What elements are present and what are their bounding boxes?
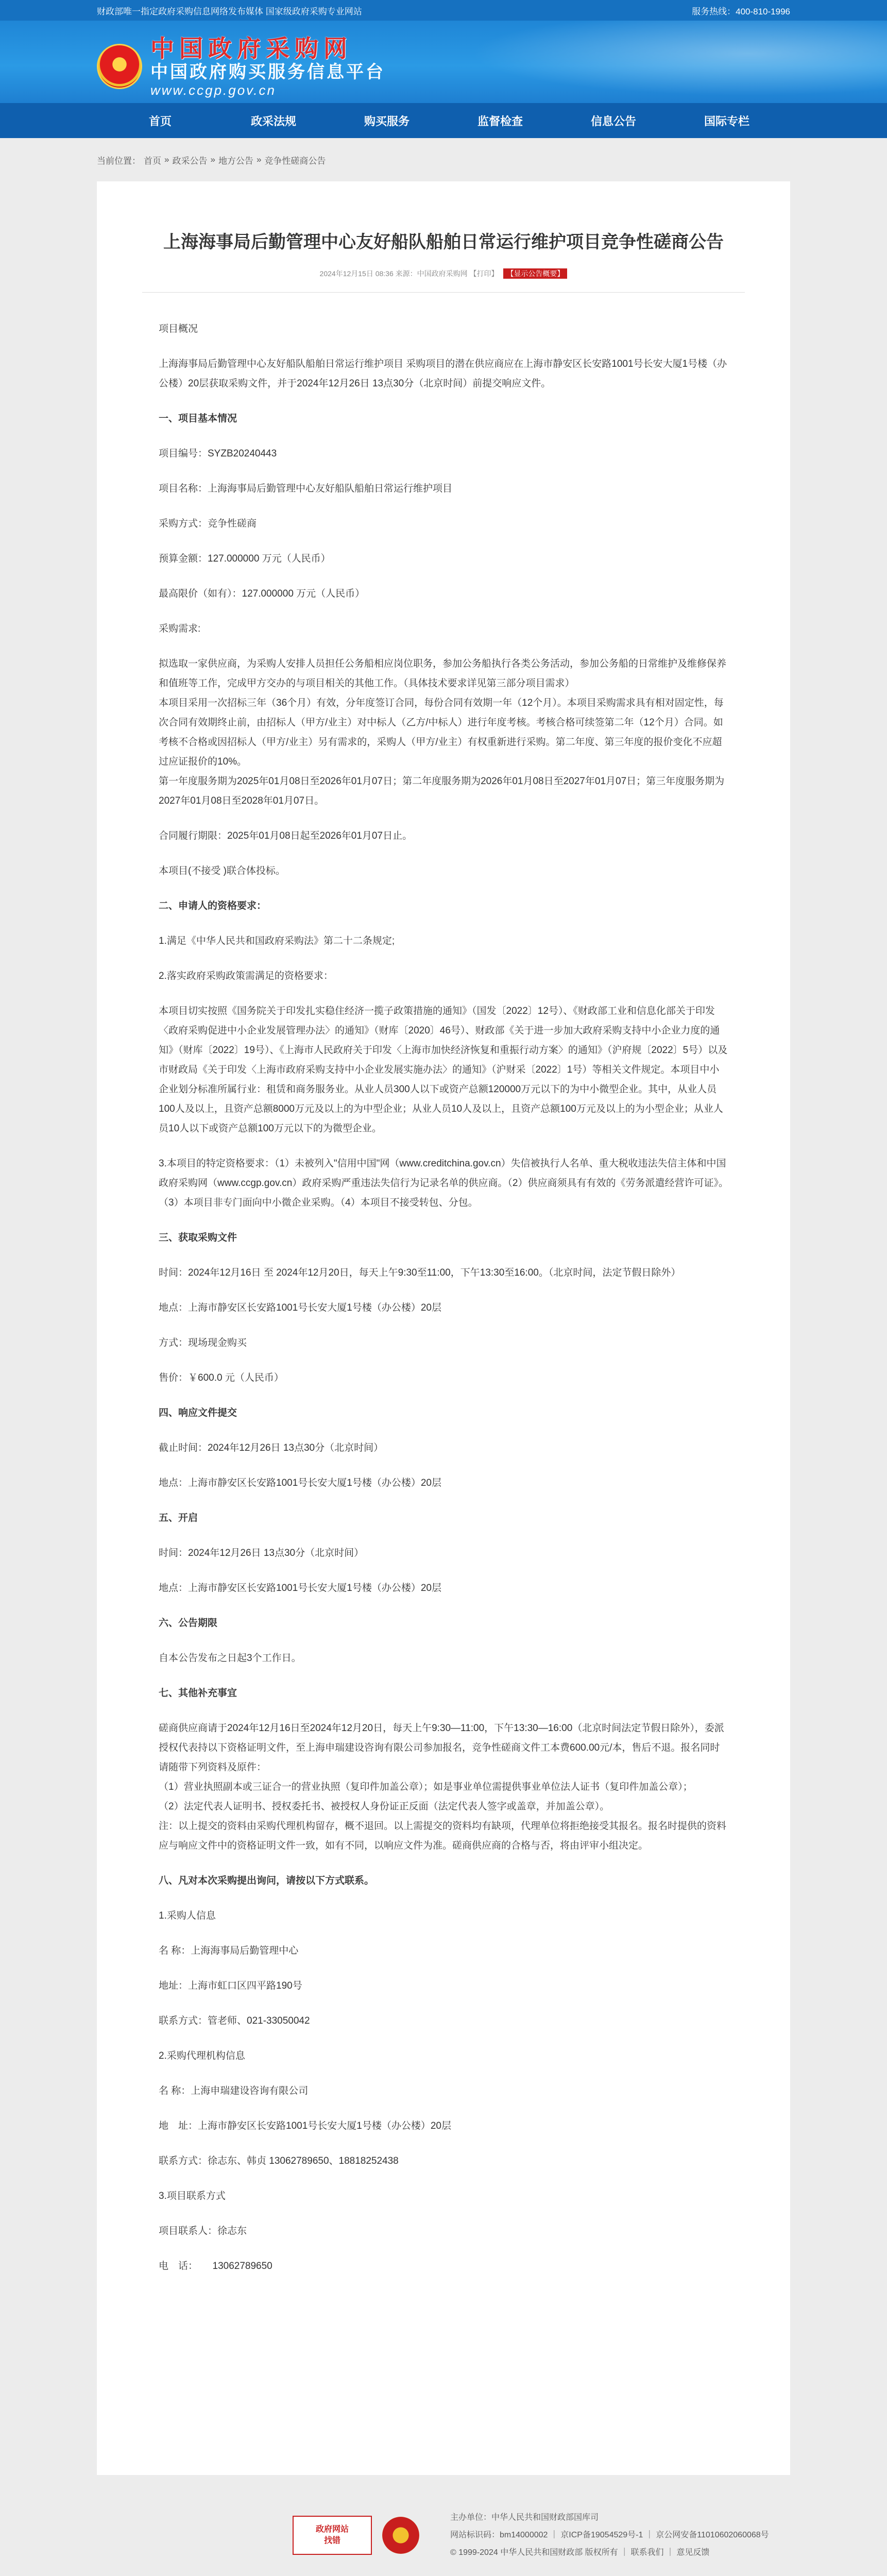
footer-host: 主办单位：中华人民共和国财政部国库司 bbox=[450, 2513, 599, 2522]
paragraph: 项目概况 bbox=[159, 324, 198, 334]
paragraph: 采购方式：竞争性磋商 bbox=[159, 518, 257, 529]
logo-title: 中国政府采购网 bbox=[150, 35, 352, 62]
paragraph: 联系方式：管老师、021-33050042 bbox=[159, 2015, 310, 2026]
nav-international[interactable]: 国际专栏 bbox=[704, 114, 749, 128]
site-header bbox=[0, 21, 887, 103]
paragraph: 项目联系人：徐志东 bbox=[159, 2226, 247, 2236]
show-summary-button[interactable]: 【显示公告概要】 bbox=[503, 268, 567, 279]
paragraph: 地点：上海市静安区长安路1001号长安大厦1号楼（办公楼）20层 bbox=[159, 1302, 441, 1313]
paragraph: 地点：上海市静安区长安路1001号长安大厦1号楼（办公楼）20层 bbox=[159, 1478, 441, 1488]
header-decoration bbox=[423, 21, 887, 103]
paragraph: 地址：上海市虹口区四平路190号 bbox=[159, 1980, 302, 1991]
paragraph: 2.落实政府采购政策需满足的资格要求： bbox=[159, 971, 333, 981]
section-heading: 八、凡对本次采购提出询问，请按以下方式联系。 bbox=[159, 1875, 374, 1886]
paragraph: 第一年度服务期为2025年01月08日至2026年01月07日；第二年度服务期为2026年01月08日至2027年01月07日；第三年度服务期为2027年01月08日至2028年01月07日。 bbox=[159, 776, 725, 806]
section-heading: 三、获取采购文件 bbox=[159, 1232, 237, 1243]
section-heading: 五、开启 bbox=[159, 1513, 198, 1523]
main-nav bbox=[0, 103, 887, 138]
top-strip-slogan: 财政部唯一指定政府采购信息网络发布媒体 国家级政府采购专业网站 bbox=[97, 6, 362, 16]
gov-site-error-report-badge[interactable] bbox=[293, 2516, 372, 2555]
paragraph: 项目编号：SYZB20240443 bbox=[159, 448, 277, 459]
paragraph: 联系方式：徐志东、韩贞 13062789650、18818252438 bbox=[159, 2156, 399, 2166]
paragraph: 合同履行期限：2025年01月08日起至2026年01月07日止。 bbox=[159, 831, 413, 841]
page-title: 上海海事局后勤管理中心友好船队船舶日常运行维护项目竞争性磋商公告 bbox=[163, 232, 724, 252]
paragraph: 名 称：上海申瑞建设咨询有限公司 bbox=[159, 2086, 309, 2096]
footer-ids: 网站标识码：bm14000002 ｜ 京ICP备19054529号-1 ｜ 京公网安备11010602060068号 bbox=[450, 2531, 769, 2539]
breadcrumb bbox=[97, 138, 790, 181]
publish-info: 2024年12月15日 08:36 来源：中国政府采购网 【打印】 bbox=[319, 269, 499, 278]
document-panel bbox=[97, 181, 790, 2576]
site-logo[interactable] bbox=[97, 35, 385, 98]
logo-subtitle: 中国政府购买服务信息平台 bbox=[150, 62, 385, 82]
badge-line-2: 找错 bbox=[323, 2536, 340, 2545]
breadcrumb-local-notices[interactable]: 地方公告 bbox=[218, 156, 253, 166]
paragraph: 磋商供应商请于2024年12月16日至2024年12月20日，每天上午9:30—11:00，下午13:30—16:00（北京时间法定节假日除外），委派授权代表持以下资格证明文件，至上海申瑞建设咨询有限公司参加报名，竞争性磋商文件工本费600.00元/本，售后不退。报名同时请随带下列资料及原件： bbox=[159, 1723, 724, 1773]
paragraph: 名 称：上海海事局后勤管理中心 bbox=[159, 1945, 299, 1956]
paragraph: 拟选取一家供应商，为采购人安排人员担任公务船相应岗位职务，参加公务船执行各类公务活动，参加公务船的日常维护及维修保养和值班等工作，完成甲方交办的与项目相关的其他工作。（具体技术要求详见第三部分项目需求） bbox=[159, 658, 727, 689]
nav-supervision[interactable]: 监督检查 bbox=[477, 114, 523, 128]
nav-announcements[interactable]: 信息公告 bbox=[590, 114, 636, 128]
footer-copyright: © 1999-2024 中华人民共和国财政部 版权所有 ｜ 联系我们 ｜ 意见反馈 bbox=[450, 2548, 710, 2557]
police-emblem-icon[interactable] bbox=[382, 2517, 419, 2554]
paragraph: 本项目切实按照《国务院关于印发扎实稳住经济一揽子政策措施的通知》（国发〔2022〕12号）、《财政部工业和信息化部关于印发〈政府采购促进中小企业发展管理办法〉的通知》（财库〔2020〕46号）、财政部《关于进一步加大政府采购支持中小企业力度的通知》（财库〔2022〕19号）、《上海市人民政府关于印发〈上海市加快经济恢复和重振行动方案〉的通知》（沪府规〔2022〕5号）以及市财政局《关于印发〈上海市政府采购支持中小企业发展实施办法〉的通知》（沪财采〔2022〕1号）等相关文件规定。本项目中小企业划分标准所属行业：租赁和商务服务业。从业人员300人以下或资产总额120000万元以下的为中小微型企业。其中，从业人员100人及以上，且资产总额8000万元及以上的为中型企业；从业人员10人及以上，且资产总额100万元及以上的为小型企业；从业人员10人以下或资产总额100万元以下的为微型企业。 bbox=[159, 1006, 728, 1134]
paragraph: 1.满足《中华人民共和国政府采购法》第二十二条规定; bbox=[159, 936, 395, 946]
paragraph: 注：以上提交的资料由采购代理机构留存，概不退回。以上需提交的资料均有缺项，代理单位将拒绝接受其报名。报名时提供的资料应与响应文件中的资格证明文件一致，如有不同，以响应文件为准。磋商供应商的合格与否，将由评审小组决定。 bbox=[159, 1821, 727, 1851]
paragraph: 地点：上海市静安区长安路1001号长安大厦1号楼（办公楼）20层 bbox=[159, 1583, 441, 1594]
paragraph: 3.本项目的特定资格要求：（1）未被列入"信用中国"网（www.creditchina.gov.cn）失信被执行人名单、重大税收违法失信主体和中国政府采购网（www.ccgp.gov.cn）政府采购严重违法失信行为记录名单的供应商。（2）供应商须具有有效的《劳务派遣经营许可证》。（3）本项目非专门面向中小微企业采购。（4）本项目不接受转包、分包。 bbox=[159, 1158, 728, 1208]
document-meta bbox=[142, 268, 745, 293]
logo-url: www.ccgp.gov.cn bbox=[150, 82, 276, 98]
breadcrumb-current[interactable]: 竞争性磋商公告 bbox=[264, 156, 326, 166]
paragraph: 上海海事局后勤管理中心友好船队船舶日常运行维护项目 采购项目的潜在供应商应在上海市静安区长安路1001号长安大厦1号楼（办公楼）20层获取采购文件，并于2024年12月26日 13点30分（北京时间）前提交响应文件。 bbox=[159, 359, 727, 389]
paragraph: 自本公告发布之日起3个工作日。 bbox=[159, 1653, 301, 1664]
badge-line-1: 政府网站 bbox=[315, 2525, 349, 2534]
paragraph: 时间：2024年12月16日 至 2024年12月20日，每天上午9:30至11:00，下午13:30至16:00。（北京时间，法定节假日除外） bbox=[159, 1267, 681, 1278]
nav-purchase-services[interactable]: 购买服务 bbox=[364, 114, 410, 128]
paragraph: 本项目(不接受 )联合体投标。 bbox=[159, 866, 285, 876]
section-heading: 七、其他补充事宜 bbox=[159, 1688, 237, 1699]
paragraph: 电 话： 13062789650 bbox=[159, 2261, 272, 2272]
paragraph: （1）营业执照副本或三证合一的营业执照（复印件加盖公章）；如是事业单位需提供事业单位法人证书（复印件加盖公章）； bbox=[159, 1782, 693, 1792]
breadcrumb-home[interactable]: 首页 bbox=[144, 156, 161, 166]
nav-regulations[interactable]: 政采法规 bbox=[250, 114, 296, 128]
paragraph: 售价：￥600.0 元（人民币） bbox=[159, 1372, 284, 1383]
paragraph: 方式：现场现金购买 bbox=[159, 1337, 247, 1348]
paragraph: 1.采购人信息 bbox=[159, 1910, 216, 1921]
section-heading: 一、项目基本情况 bbox=[159, 413, 237, 424]
breadcrumb-separator: » bbox=[210, 155, 215, 164]
breadcrumb-label: 当前位置： bbox=[97, 156, 141, 166]
paragraph: 截止时间：2024年12月26日 13点30分（北京时间） bbox=[159, 1443, 384, 1453]
nav-home[interactable]: 首页 bbox=[148, 114, 172, 128]
paragraph: 预算金额：127.000000 万元（人民币） bbox=[159, 553, 331, 564]
paragraph: （2）法定代表人证明书、授权委托书、被授权人身份证正反面（法定代表人签字或盖章，并加盖公章）。 bbox=[159, 1801, 610, 1812]
top-strip bbox=[0, 0, 887, 21]
section-heading: 六、公告期限 bbox=[159, 1618, 218, 1629]
paragraph: 采购需求: bbox=[159, 623, 201, 634]
site-footer bbox=[97, 2475, 790, 2576]
paragraph: 时间：2024年12月26日 13点30分（北京时间） bbox=[159, 1548, 364, 1558]
breadcrumb-separator: » bbox=[256, 155, 262, 164]
breadcrumb-separator: » bbox=[164, 155, 169, 164]
paragraph: 3.项目联系方式 bbox=[159, 2191, 226, 2201]
service-hotline: 服务热线：400-810-1996 bbox=[692, 6, 790, 16]
paragraph: 地 址：上海市静安区长安路1001号长安大厦1号楼（办公楼）20层 bbox=[159, 2121, 451, 2131]
paragraph: 项目名称：上海海事局后勤管理中心友好船队船舶日常运行维护项目 bbox=[159, 483, 453, 494]
paragraph: 最高限价（如有）：127.000000 万元（人民币） bbox=[159, 588, 365, 599]
paragraph: 本项目采用一次招标三年（36个月）有效，分年度签订合同，每份合同有效期一年（12个月）。本项目采购需求具有相对固定性，每次合同有效期终止前，由招标人（甲方/业主）对中标人（乙方/中标人）进行年度考核。考核合格可续签第二年（12个月）合同。如考核不合格或因招标人（甲方/业主）另有需求的，采购人（甲方/业主）有权重新进行采购。第二年度、第三年度的报价变化不应超过应证报价的10%。 bbox=[159, 698, 724, 767]
paragraph: 2.采购代理机构信息 bbox=[159, 2050, 245, 2061]
national-emblem-icon bbox=[97, 44, 142, 89]
section-heading: 二、申请人的资格要求： bbox=[159, 901, 267, 911]
section-heading: 四、响应文件提交 bbox=[159, 1408, 237, 1418]
document-body bbox=[128, 293, 759, 2276]
breadcrumb-notices[interactable]: 政采公告 bbox=[172, 156, 208, 166]
